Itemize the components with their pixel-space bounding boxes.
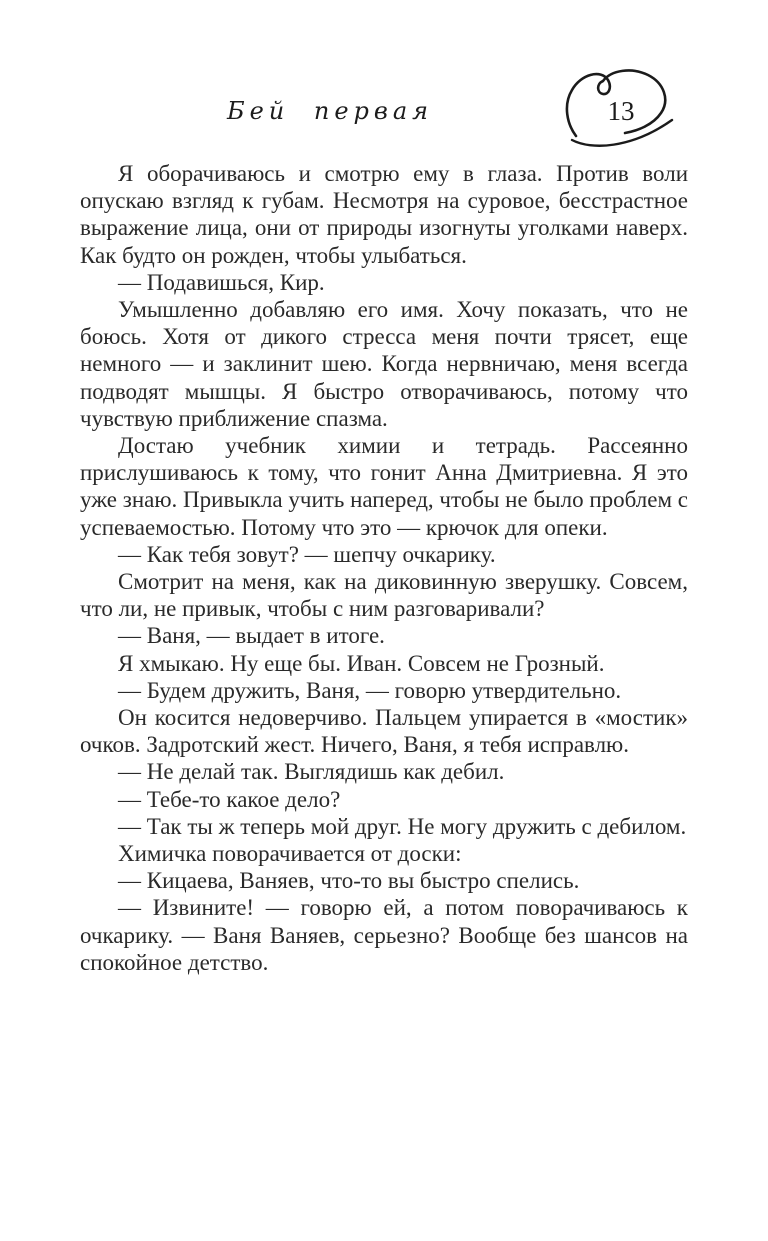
chapter-title: Бей первая (226, 97, 434, 125)
paragraph: — Подавишься, Кир. (118, 269, 325, 295)
paragraph: Умышленно добавляю его имя. Хочу показать, что не боюсь. Хотя от дикого стресса меня почти трясет, еще немного — и заклинит шею. Когда нервничаю, меня всегда подводят мышцы. Я быстро отворачиваюсь, потому что чувствую приближение спазма. (80, 297, 688, 431)
paragraph: Химичка поворачивается от доски: (118, 841, 462, 867)
paragraph: — Так ты ж теперь мой друг. Не могу дружить с дебилом. (118, 813, 687, 839)
paragraph: — Тебе-то какое дело? (118, 786, 341, 812)
paragraph: — Как тебя зовут? — шепчу очкарику. (118, 541, 496, 567)
paragraph: — Будем дружить, Ваня, — говорю утвердительно. (118, 677, 622, 703)
paragraph: — Кицаева, Ваняев, что-то вы быстро спелись. (118, 868, 580, 894)
paragraph: — Не делай так. Выглядишь как дебил. (118, 759, 505, 785)
paragraph: — Извините! — говорю ей, а потом поворачиваюсь к очкарику. — Ваня Ваняев, серьезно? Вообще без шансов на спокойное детство. (80, 895, 688, 975)
paragraph: Он косится недоверчиво. Пальцем упирается в «мостик» очков. Задротский жест. Ничего, Ваня, я тебя исправлю. (80, 705, 688, 758)
paragraph: Смотрит на меня, как на диковинную зверушку. Совсем, что ли, не привык, чтобы с ним разговаривали? (80, 569, 688, 622)
page-text (80, 160, 688, 976)
paragraph: Я оборачиваюсь и смотрю ему в глаза. Против воли опускаю взгляд к губам. Несмотря на суровое, бесстрастное выражение лица, они от природы изогнуты уголками наверх. Как будто он рожден, чтобы улыбаться. (80, 161, 688, 268)
page-number: 13 (607, 96, 635, 126)
paragraph: — Ваня, — выдает в итоге. (118, 623, 385, 649)
paragraph: Достаю учебник химии и тетрадь. Рассеянно прислушиваюсь к тому, что гонит Анна Дмитриевна. Я это уже знаю. Привыкла учить наперед, чтобы не было проблем с успеваемостью. Потому что это — крючок для опеки. (80, 433, 688, 540)
page-number-badge (563, 66, 698, 158)
paragraph: Я хмыкаю. Ну еще бы. Иван. Совсем не Грозный. (118, 650, 605, 676)
